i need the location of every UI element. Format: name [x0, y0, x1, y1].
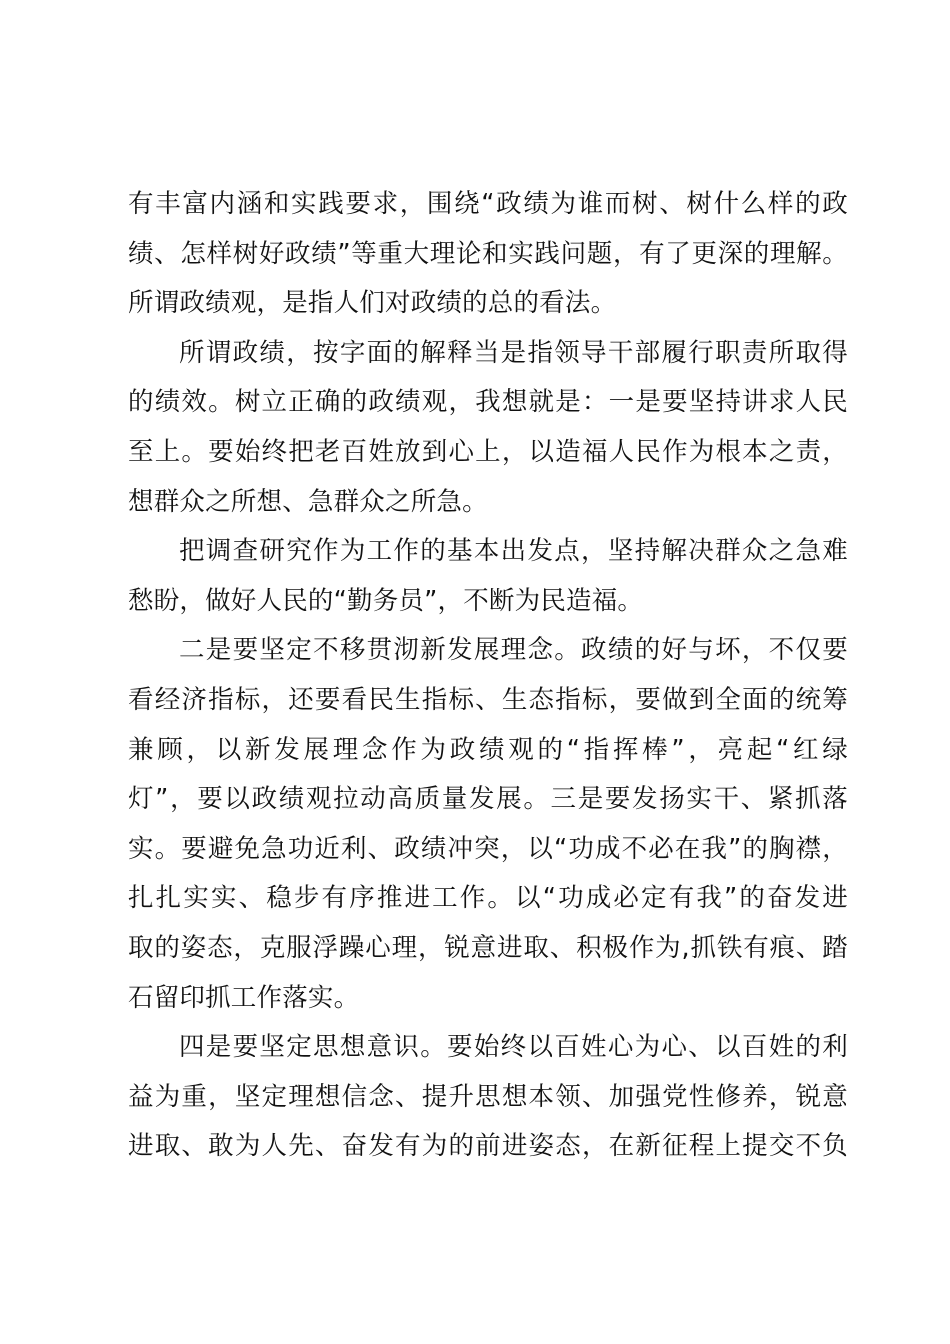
- document-text-line: 的绩效。树立正确的政绩观，我想就是：一是要坚持讲求人民: [128, 387, 848, 418]
- document-text-line: 实。要避免急功近利、政绩冲突，以“功成不必在我”的胸襟，: [128, 833, 848, 864]
- document-text-line: 所谓政绩观，是指人们对政绩的总的看法。: [128, 288, 617, 319]
- document-text-line: 兼顾，以新发展理念作为政绩观的“指挥棒”，亮起“红绿: [128, 734, 848, 765]
- document-text-line: 石留印抓工作落实。: [128, 982, 360, 1013]
- document-text-line: 取的姿态，克服浮躁心理，锐意进取、积极作为,抓铁有痕、踏: [128, 932, 848, 963]
- document-body: [128, 180, 848, 1172]
- document-text-line: 绩、怎样树好政绩”等重大理论和实践问题，有了更深的理解。: [128, 238, 848, 269]
- document-text-line: 把调查研究作为工作的基本出发点，坚持解决群众之急难: [179, 536, 848, 567]
- document-text-line: 愁盼，做好人民的“勤务员”，不断为民造福。: [128, 585, 644, 616]
- document-text-line: 有丰富内涵和实践要求，围绕“政绩为谁而树、树什么样的政: [128, 189, 848, 219]
- document-text-line: 四是要坚定思想意识。要始终以百姓心为心、以百姓的利: [179, 1032, 848, 1063]
- document-text-line: 至上。要始终把老百姓放到心上，以造福人民作为根本之责，: [128, 436, 848, 467]
- document-text-line: 进取、敢为人先、奋发有为的前进姿态，在新征程上提交不负: [128, 1131, 848, 1162]
- document-text-line: 所谓政绩，按字面的解释当是指领导干部履行职责所取得: [179, 337, 848, 368]
- document-text-line: 灯”，要以政绩观拉动高质量发展。三是要发扬实干、紧抓落: [128, 784, 848, 815]
- document-text-line: 看经济指标，还要看民生指标、生态指标，要做到全面的统筹: [128, 684, 848, 715]
- document-text-line: 益为重，坚定理想信念、提升思想本领、加强党性修养，锐意: [128, 1081, 848, 1112]
- document-text-line: 扎扎实实、稳步有序推进工作。以“功成必定有我”的奋发进: [128, 883, 848, 914]
- document-text-line: 想群众之所想、急群众之所急。: [128, 486, 488, 517]
- document-text-line: 二是要坚定不移贯沏新发展理念。政绩的好与坏，不仅要: [179, 635, 848, 666]
